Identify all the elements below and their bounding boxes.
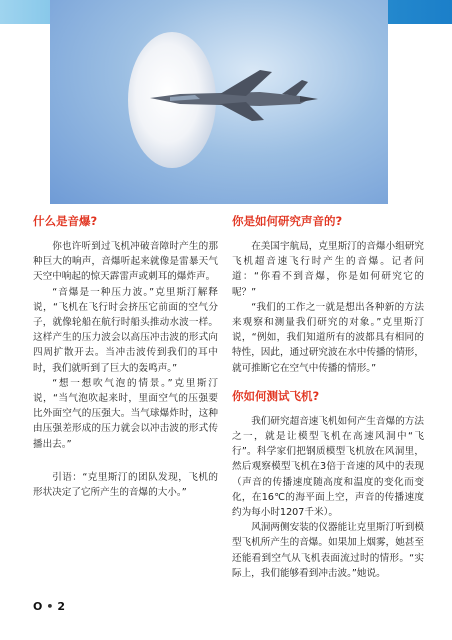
right-column	[232, 213, 424, 581]
body-paragraph: 我们研究超音速飞机如何产生音爆的方法之一，就是让模型飞机在高速风洞中“飞行”。科学家们把钢质模型飞机放在风洞里，然后观察模型飞机在3倍于音速的风中的表现（声音的传播速度随高度和温度的变化而变化，在16℃的海平面上空，声音的传播速度约为每小时1207千米）。	[232, 415, 424, 519]
page-circle-mark: O	[33, 600, 43, 613]
body-paragraph: “音爆是一种压力波。”克里斯汀解释说，“飞机在飞行时会挤压它前面的空气分子，就像轮船在航行时船头推动水波一样。这样产生的压力波会以高压冲击波的形式向四周扩散开去。当冲击波传到我们的耳中时，我们就听到了巨大的轰鸣声。”	[33, 286, 218, 374]
pull-quote: 引语：“克里斯汀的团队发现，飞机的形状决定了它所产生的音爆的大小。”	[33, 471, 218, 499]
jet-sonic-boom-photo	[50, 0, 388, 204]
page-number	[33, 600, 65, 613]
left-column	[33, 213, 218, 500]
body-paragraph: “想一想吹气泡的情景。”克里斯汀说，“当气泡吹起来时，里面空气的压强要比外面空气的压强大。当气球爆炸时，这种由压强差形成的压力就会以冲击波的形式传播出去。”	[33, 377, 218, 450]
body-paragraph: “我们的工作之一就是想出各种新的方法来观察和测量我们研究的对象。”克里斯汀说，“例如，我们知道所有的波都具有相同的特性，因此，通过研究波在水中传播的情形，就可推断它在空气中传播的情形。”	[232, 301, 424, 374]
section-heading-how-study-sound: 你是如何研究声音的?	[232, 214, 343, 228]
body-paragraph: 风洞两侧安装的仪器能让克里斯汀听到模型飞机所产生的音爆。如果加上烟雾，她甚至还能看到空气从飞机表面流过时的情形。“实际上，我们能够看到冲击波。”她说。	[232, 522, 424, 579]
jet-illustration	[50, 0, 388, 204]
body-paragraph: 在美国宇航局，克里斯汀的音爆小组研究飞机超音速飞行时产生的音爆。记者问道：“你看不到音爆，你是如何研究它的呢？”	[232, 241, 424, 298]
page-dot: •	[46, 600, 54, 613]
section-heading-how-test-plane: 你如何测试飞机?	[232, 388, 320, 403]
body-paragraph: 你也许听到过飞机冲破音障时产生的那种巨大的响声，音爆听起来就像是雷暴天气天空中响起的惊天霹雷声或刺耳的爆炸声。	[33, 241, 218, 283]
section-heading-what-is-sonic-boom: 什么是音爆?	[33, 214, 98, 228]
page-number-value: 2	[57, 600, 66, 613]
